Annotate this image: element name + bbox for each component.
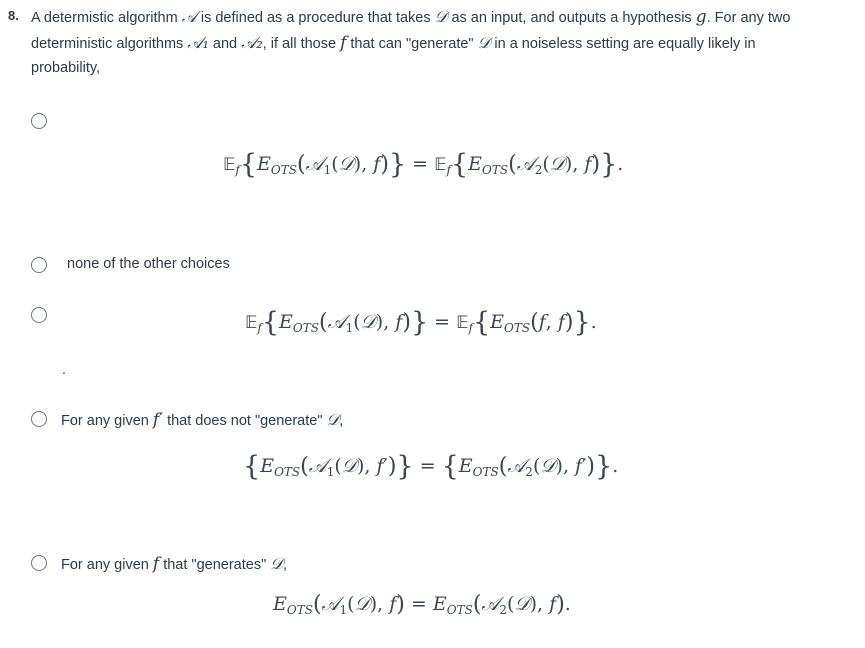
option-5-radio[interactable] xyxy=(31,555,47,571)
question-text-part: as an input, and outputs a hypothesis xyxy=(447,10,696,26)
math-symbol-g: g xyxy=(695,7,707,27)
math-symbol-D: 𝒟 xyxy=(326,410,340,429)
stray-dot: . xyxy=(62,361,66,377)
math-symbol-A: 𝒜 xyxy=(181,7,197,26)
option-5-label-part: that "generates" xyxy=(159,557,271,573)
question-text-part: is defined as a procedure that takes xyxy=(196,10,435,26)
question-text-part: in a noiseless setting are equally likely in probability, xyxy=(31,35,756,76)
option-2-radio[interactable] xyxy=(31,257,47,273)
math-symbol-A1: 𝒜₁ xyxy=(187,32,209,52)
option-3-radio[interactable] xyxy=(31,307,47,323)
option-5-label-part: For any given xyxy=(61,557,153,573)
option-4-label xyxy=(61,410,343,430)
question-text-part: that can "generate" xyxy=(346,35,478,52)
option-4-label-part: that does not "generate" xyxy=(163,413,327,429)
math-symbol-D: 𝒟 xyxy=(270,554,284,573)
question-number: 8. xyxy=(8,8,19,23)
question-text-part: , if all those xyxy=(262,35,341,52)
math-symbol-f: f xyxy=(152,554,160,574)
question-text xyxy=(31,5,801,81)
option-1-radio[interactable] xyxy=(31,113,47,129)
option-5-equation-render: $E_{OTS}(𝒜_1(𝒟)$, $f) = E_{OTS}(𝒜_2(𝒟)$, f). xyxy=(273,592,571,617)
option-4-equation-render: {$E_{OTS}(𝒜_1(𝒟)$, $f')\} = \{E_{OTS}(𝒜_2(𝒟)$, f′)}. xyxy=(243,451,619,482)
math-symbol-f-prime: f′ xyxy=(152,410,164,430)
question-text-part: and xyxy=(208,35,242,52)
math-symbol-A2: 𝒜₂ xyxy=(241,32,263,52)
option-1-equation-render: $𝔼_f\{E_{OTS}(𝒜_1(𝒟)$, $f)\} = 𝔼_f\{E_{OTS}(𝒜_2(𝒟)$, f)}. xyxy=(223,149,624,180)
math-symbol-f: f xyxy=(340,32,347,53)
math-symbol-D: 𝒟 xyxy=(434,7,448,26)
option-4-label-part: , xyxy=(339,413,344,429)
option-3-equation-render: $𝔼_f\{E_{OTS}(𝒜_1(𝒟)$, $f)\} = 𝔼_f\{E_{OTS}(f$, f)}. xyxy=(245,307,597,338)
question-text-part: . For any two deterministic algorithms xyxy=(31,10,791,52)
option-5-label-part: , xyxy=(283,557,288,573)
option-2-label: none of the other choices xyxy=(67,256,230,272)
math-symbol-D: 𝒟 xyxy=(477,32,491,52)
option-4-label-part: For any given xyxy=(61,413,153,429)
question-text-part: A determistic algorithm xyxy=(31,10,182,26)
option-5-label xyxy=(61,554,287,574)
option-4-radio[interactable] xyxy=(31,411,47,427)
